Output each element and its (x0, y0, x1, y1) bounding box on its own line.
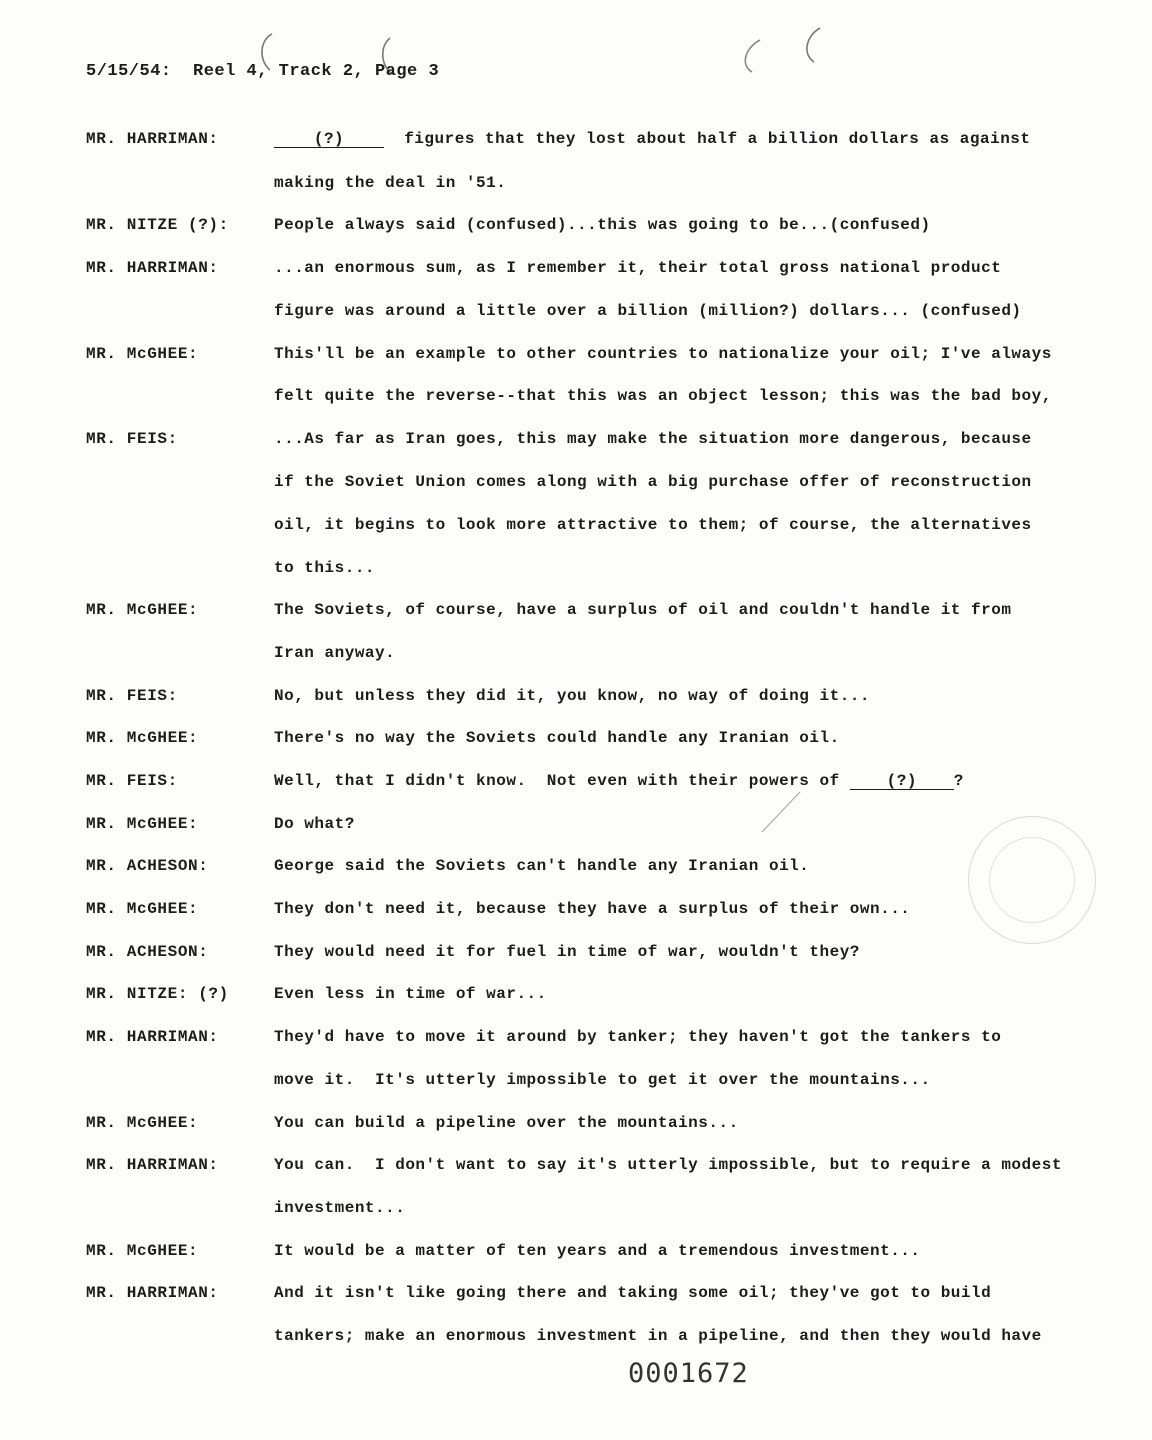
speaker-label: MR. FEIS: (86, 772, 178, 790)
speaker-label: MR. HARRIMAN: (86, 259, 219, 277)
dialogue-line: investment... (274, 1199, 406, 1217)
speaker-label: MR. HARRIMAN: (86, 1284, 219, 1302)
document-number: 0001672 (628, 1358, 749, 1389)
dialogue-line (274, 130, 1031, 148)
dialogue-line: People always said (confused)...this was going to be...(confused) (274, 216, 931, 234)
speaker-label: MR. McGHEE: (86, 729, 199, 747)
speaker-label: MR. McGHEE: (86, 1114, 199, 1132)
dialogue-line: You can. I don't want to say it's utterly impossible, but to require a modest (274, 1156, 1062, 1174)
dialogue-line: tankers; make an enormous investment in a pipeline, and then they would have (274, 1327, 1042, 1345)
dialogue-line: George said the Soviets can't handle any Iranian oil. (274, 857, 810, 875)
dialogue-text: figures that they lost about half a billion dollars as against (404, 130, 1031, 148)
dialogue-line: Iran anyway. (274, 644, 396, 662)
dialogue-line: You can build a pipeline over the mountains... (274, 1114, 739, 1132)
dialogue-line: There's no way the Soviets could handle any Iranian oil. (274, 729, 840, 747)
speaker-label: MR. McGHEE: (86, 601, 199, 619)
speaker-label: MR. McGHEE: (86, 345, 199, 363)
speaker-label: MR. HARRIMAN: (86, 130, 219, 148)
page-header: 5/15/54: Reel 4, Track 2, Page 3 (86, 62, 440, 81)
library-stamp (968, 816, 1096, 944)
speaker-label: MR. ACHESON: (86, 943, 209, 961)
dialogue-line: ...As far as Iran goes, this may make the situation more dangerous, because (274, 430, 1032, 448)
dialogue-line: No, but unless they did it, you know, no way of doing it... (274, 687, 870, 705)
blank-field: (?) (850, 773, 954, 790)
dialogue-line: Even less in time of war... (274, 985, 547, 1003)
dialogue-line: making the deal in '51. (274, 174, 507, 192)
dialogue-line: if the Soviet Union comes along with a big purchase offer of reconstruction (274, 473, 1032, 491)
dialogue-line: It would be a matter of ten years and a tremendous investment... (274, 1242, 921, 1260)
dialogue-line: They'd have to move it around by tanker; they haven't got the tankers to (274, 1028, 1002, 1046)
library-stamp-inner-ring (989, 837, 1075, 923)
speaker-label: MR. NITZE (?): (86, 216, 229, 234)
dialogue-text: Well, that I didn't know. Not even with their powers of (274, 772, 840, 790)
dialogue-line: This'll be an example to other countries to nationalize your oil; I've always (274, 345, 1052, 363)
speaker-label: MR. FEIS: (86, 430, 178, 448)
speaker-label: MR. McGHEE: (86, 1242, 199, 1260)
dialogue-line (274, 772, 964, 790)
speaker-label: MR. NITZE: (?) (86, 985, 229, 1003)
dialogue-line: ...an enormous sum, as I remember it, their total gross national product (274, 259, 1002, 277)
dialogue-line: move it. It's utterly impossible to get it over the mountains... (274, 1071, 931, 1089)
speaker-label: MR. McGHEE: (86, 815, 199, 833)
dialogue-line: And it isn't like going there and taking some oil; they've got to build (274, 1284, 992, 1302)
speaker-label: MR. HARRIMAN: (86, 1156, 219, 1174)
dialogue-line: They don't need it, because they have a surplus of their own... (274, 900, 911, 918)
blank-field: (?) (274, 131, 384, 148)
dialogue-line: They would need it for fuel in time of war, wouldn't they? (274, 943, 860, 961)
speaker-label: MR. FEIS: (86, 687, 178, 705)
speaker-label: MR. HARRIMAN: (86, 1028, 219, 1046)
pen-stroke-mark (756, 788, 806, 838)
dialogue-line: oil, it begins to look more attractive to them; of course, the alternatives (274, 516, 1032, 534)
speaker-label: MR. ACHESON: (86, 857, 209, 875)
dialogue-line: felt quite the reverse--that this was an object lesson; this was the bad boy, (274, 387, 1052, 405)
dialogue-line: Do what? (274, 815, 355, 833)
dialogue-line: The Soviets, of course, have a surplus of oil and couldn't handle it from (274, 601, 1012, 619)
dialogue-text: ? (953, 772, 964, 790)
speaker-label: MR. McGHEE: (86, 900, 199, 918)
dialogue-line: to this... (274, 559, 376, 577)
dialogue-line: figure was around a little over a billion (million?) dollars... (confused) (274, 302, 1022, 320)
